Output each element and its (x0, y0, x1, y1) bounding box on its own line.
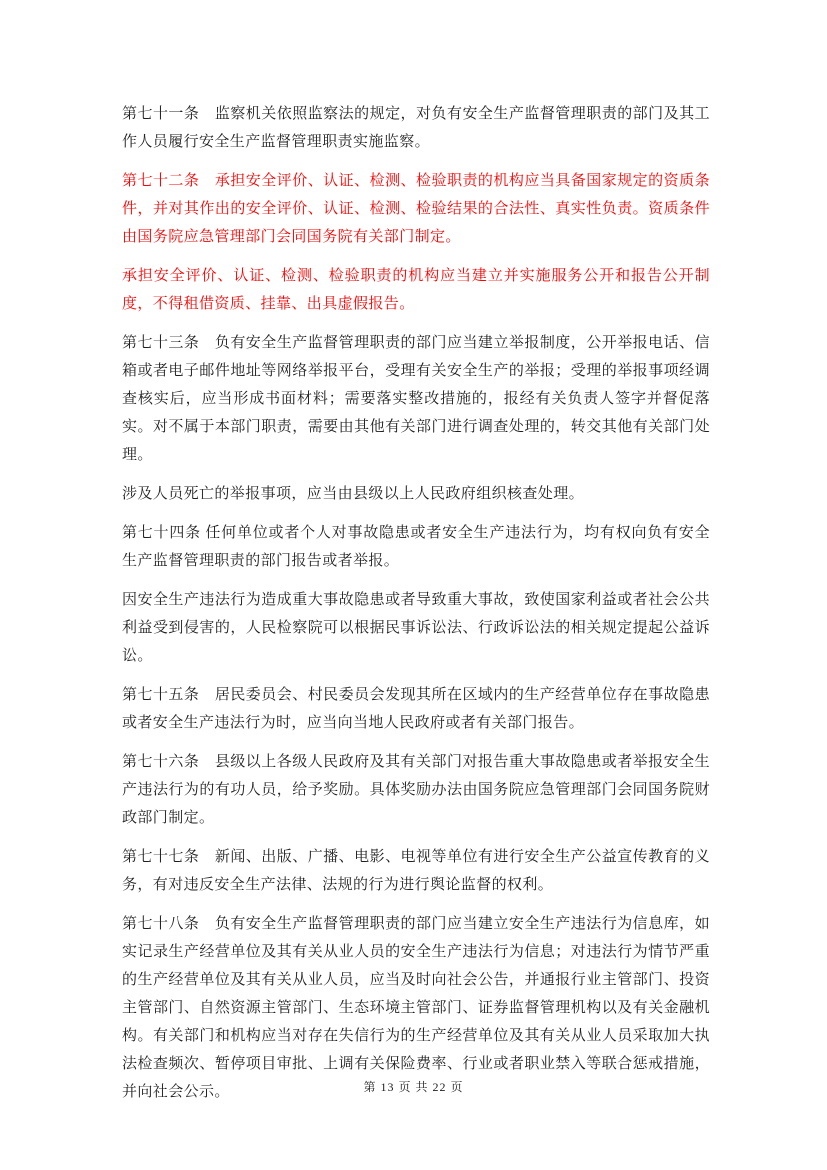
paragraph-article-72-p1: 第七十二条 承担安全评价、认证、检测、检验职责的机构应当具备国家规定的资质条件，并对其作出的安全评价、认证、检测、检验结果的合法性、真实性负责。资质条件由国务院应急管理部门会同国务院有关部门制定。 (122, 173, 710, 245)
paragraph-article-71: 第七十一条 监察机关依照监察法的规定，对负有安全生产监督管理职责的部门及其工作人员履行安全生产监督管理职责实施监察。 (122, 106, 710, 150)
paragraph-article-78: 第七十八条 负有安全生产监督管理职责的部门应当建立安全生产违法行为信息库，如实记录生产经营单位及其有关从业人员的安全生产违法行为信息；对违法行为情节严重的生产经营单位及其有关从业人员，应当及时向社会公告，并通报行业主管部门、投资主管部门、自然资源主管部门、生态环境主管部门、证券监督管理机构以及有关金融机构。有关部门和机构应当对存在失信行为的生产经营单位及其有关从业人员采取加大执法检查频次、暂停项目审批、上调有关保险费率、行业或者职业禁入等联合惩戒措施，并向社会公示。 (122, 916, 710, 1100)
paragraph-article-74-p1: 第七十四条 任何单位或者个人对事故隐患或者安全生产违法行为，均有权向负有安全生产监督管理职责的部门报告或者举报。 (122, 525, 710, 569)
paragraph-article-75: 第七十五条 居民委员会、村民委员会发现其所在区域内的生产经营单位存在事故隐患或者安全生产违法行为时，应当向当地人民政府或者有关部门报告。 (122, 687, 710, 731)
paragraph-article-72-p2: 承担安全评价、认证、检测、检验职责的机构应当建立并实施服务公开和报告公开制度，不得租借资质、挂靠、出具虚假报告。 (122, 268, 710, 312)
paragraph-article-73-p1: 第七十三条 负有安全生产监督管理职责的部门应当建立举报制度，公开举报电话、信箱或者电子邮件地址等网络举报平台，受理有关安全生产的举报；受理的举报事项经调查核实后，应当形成书面材料；需要落实整改措施的，报经有关负责人签字并督促落实。对不属于本部门职责，需要由其他有关部门进行调查处理的，转交其他有关部门处理。 (122, 335, 710, 463)
paragraph-article-77: 第七十七条 新闻、出版、广播、电影、电视等单位有进行安全生产公益宣传教育的义务，有对违反安全生产法律、法规的行为进行舆论监督的权利。 (122, 849, 710, 893)
page-number: 第 13 页 共 22 页 (363, 1080, 464, 1094)
paragraph-article-74-p2: 因安全生产违法行为造成重大事故隐患或者导致重大事故，致使国家利益或者社会公共利益受到侵害的，人民检察院可以根据民事诉讼法、行政诉讼法的相关规定提起公益诉讼。 (122, 592, 710, 664)
paragraph-article-73-p2: 涉及人员死亡的举报事项，应当由县级以上人民政府组织核查处理。 (122, 486, 585, 502)
paragraph-article-76: 第七十六条 县级以上各级人民政府及其有关部门对报告重大事故隐患或者举报安全生产违法行为的有功人员，给予奖励。具体奖励办法由国务院应急管理部门会同国务院财政部门制定。 (122, 754, 710, 826)
document-body (122, 100, 710, 1117)
